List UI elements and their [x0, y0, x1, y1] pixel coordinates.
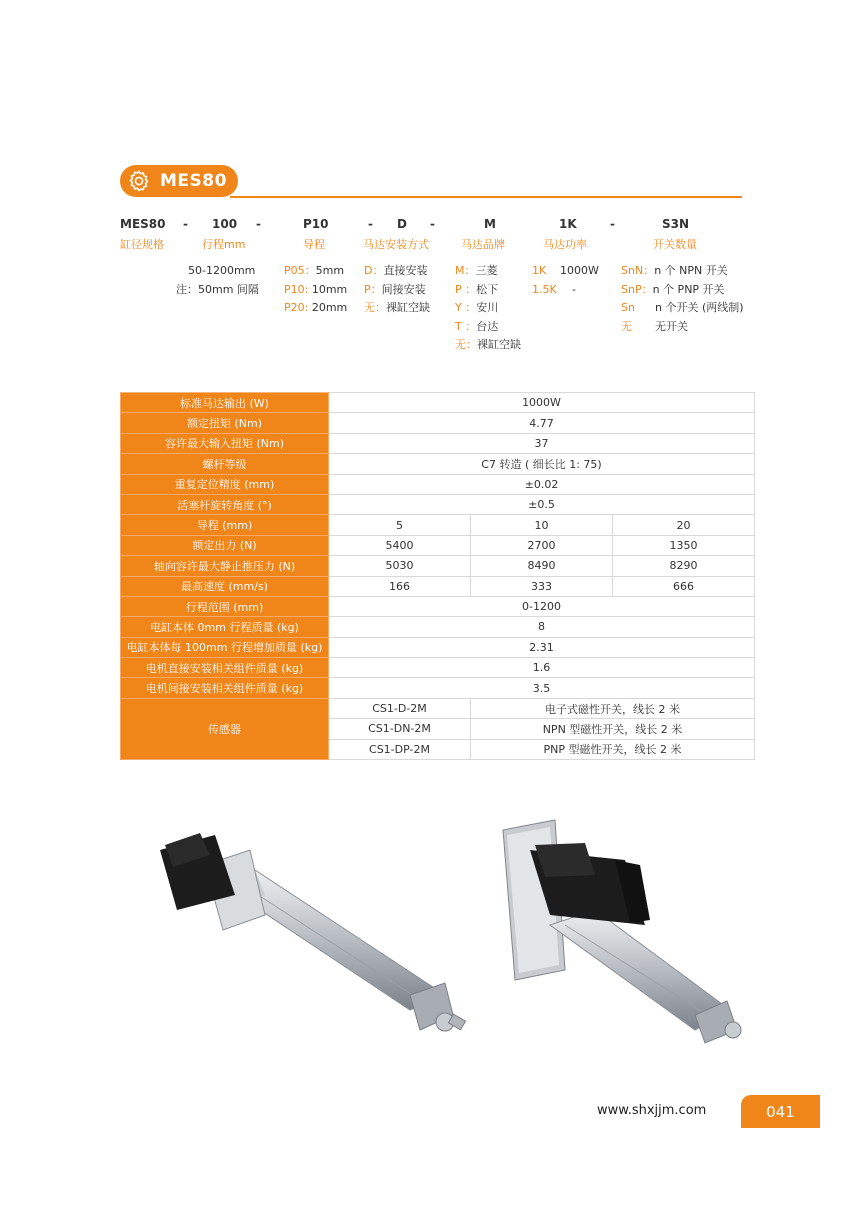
row-label: 最高速度 (mm/s) — [121, 576, 329, 596]
row-label: 重复定位精度 (mm) — [121, 474, 329, 494]
mount-options — [364, 262, 430, 318]
table-row: 轴向容许最大静止推压力 (N) 5030 8490 8290 — [121, 556, 755, 576]
lead-options — [284, 262, 347, 318]
label-mount: 马达安装方式 — [363, 238, 429, 251]
table-row: 最高速度 (mm/s) 166 333 666 — [121, 576, 755, 596]
brand-option: Y ：安川 — [455, 301, 499, 314]
code-switch: S3N — [662, 217, 690, 231]
row-label: 行程范围 (mm) — [121, 596, 329, 616]
code-dash: - — [256, 217, 261, 231]
row-label: 电机间接安装相关组件质量 (kg) — [121, 678, 329, 698]
row-label: 容许最大输入扭矩 (Nm) — [121, 433, 329, 453]
table-row: 电机直接安装相关组件质量 (kg) 1.6 — [121, 658, 755, 678]
website-url: www.shxjjm.com — [597, 1103, 707, 1118]
table-row: 电缸本体 0mm 行程质量 (kg) 8 — [121, 617, 755, 637]
label-stroke: 行程mm — [202, 238, 246, 251]
spec-table — [120, 392, 755, 760]
row-value: ±0.5 — [329, 494, 755, 514]
switch-option: SnN：n 个 NPN 开关 — [621, 264, 728, 277]
label-lead: 导程 — [303, 238, 325, 251]
mount-option: D：直接安装 — [364, 264, 428, 277]
code-lead: P10 — [303, 217, 329, 231]
brand-options — [455, 262, 521, 355]
stroke-option: 50-1200mm — [188, 264, 256, 277]
gear-icon — [126, 168, 152, 194]
switch-option: SnP：n 个 PNP 开关 — [621, 282, 725, 296]
table-row: 导程 (mm) 5 10 20 — [121, 515, 755, 535]
row-label: 活塞杆旋转角度 (°) — [121, 494, 329, 514]
table-row: CS1-DN-2M NPN 型磁性开关，线长 2 米 — [121, 719, 755, 739]
table-row — [121, 474, 755, 494]
table-row — [121, 393, 755, 413]
code-dash: - — [183, 217, 188, 231]
row-label: 螺杆等级 — [121, 454, 329, 474]
table-row: 传感器 CS1-D-2M 电子式磁性开关，线长 2 米 — [121, 698, 755, 718]
lead-option: P20: 20mm — [284, 301, 348, 314]
code-dash: - — [368, 217, 373, 231]
actuator-parallel-mount-image — [495, 815, 765, 1045]
stroke-options — [176, 262, 259, 299]
table-row: 电缸本体每 100mm 行程增加质量 (kg) 2.31 — [121, 637, 755, 657]
title-badge — [120, 165, 238, 197]
page-number: 041 — [741, 1095, 820, 1128]
row-value: C7 转造 ( 细长比 1: 75) — [329, 454, 755, 474]
table-row: 电机间接安装相关组件质量 (kg) 3.5 — [121, 678, 755, 698]
brand-option: M：三菱 — [455, 264, 498, 277]
table-row — [121, 433, 755, 453]
actuator-direct-mount-image — [155, 825, 475, 1045]
row-label: 导程 (mm) — [121, 515, 329, 535]
table-row — [121, 413, 755, 433]
row-label: 传感器 — [121, 698, 329, 759]
brand-option: T ：台达 — [455, 319, 499, 333]
page-title: MES80 — [160, 171, 227, 191]
stroke-note: 注：50mm 间隔 — [176, 282, 259, 296]
table-row: 额定出力 (N) 5400 2700 1350 — [121, 535, 755, 555]
table-row — [121, 494, 755, 514]
label-switch: 开关数量 — [653, 238, 697, 251]
row-value: 4.77 — [329, 413, 755, 433]
switch-option: Sn n 个开关 (两线制) — [621, 301, 744, 314]
row-value: ±0.02 — [329, 474, 755, 494]
mount-option: 无：裸缸空缺 — [364, 301, 430, 314]
section-header — [120, 165, 742, 199]
code-dash: - — [430, 217, 435, 231]
table-row — [121, 454, 755, 474]
row-label: 额定扭矩 (Nm) — [121, 413, 329, 433]
mount-option: P：间接安装 — [364, 282, 426, 296]
lead-option: P05：5mm — [284, 264, 345, 277]
label-power: 马达功率 — [543, 238, 587, 251]
row-label: 电机直接安装相关组件质量 (kg) — [121, 658, 329, 678]
row-label: 电缸本体每 100mm 行程增加质量 (kg) — [121, 637, 329, 657]
power-option: 1.5K - — [532, 282, 576, 296]
code-dash: - — [610, 217, 615, 231]
brand-option: P ：松下 — [455, 282, 499, 296]
row-label: 轴向容许最大静止推压力 (N) — [121, 556, 329, 576]
table-row: 行程范围 (mm) 0-1200 — [121, 596, 755, 616]
row-value: 37 — [329, 433, 755, 453]
code-brand: M — [484, 217, 496, 231]
row-label: 标准马达输出 (W) — [121, 393, 329, 413]
table-row: CS1-DP-2M PNP 型磁性开关，线长 2 米 — [121, 739, 755, 759]
code-bore: MES80 — [120, 217, 166, 231]
row-value: 1000W — [329, 393, 755, 413]
row-label: 电缸本体 0mm 行程质量 (kg) — [121, 617, 329, 637]
label-brand: 马达品牌 — [461, 238, 505, 251]
label-bore: 缸径规格 — [120, 238, 164, 251]
switch-options — [621, 262, 744, 336]
brand-option: 无：裸缸空缺 — [455, 338, 521, 351]
code-mount: D — [397, 217, 407, 231]
power-option: 1K 1000W — [532, 264, 599, 277]
lead-option: P10: 10mm — [284, 282, 348, 296]
row-label: 额定出力 (N) — [121, 535, 329, 555]
code-power: 1K — [559, 217, 577, 231]
switch-option: 无 无开关 — [621, 319, 688, 333]
power-options — [532, 262, 599, 299]
code-stroke: 100 — [212, 217, 238, 231]
header-divider — [230, 196, 742, 198]
